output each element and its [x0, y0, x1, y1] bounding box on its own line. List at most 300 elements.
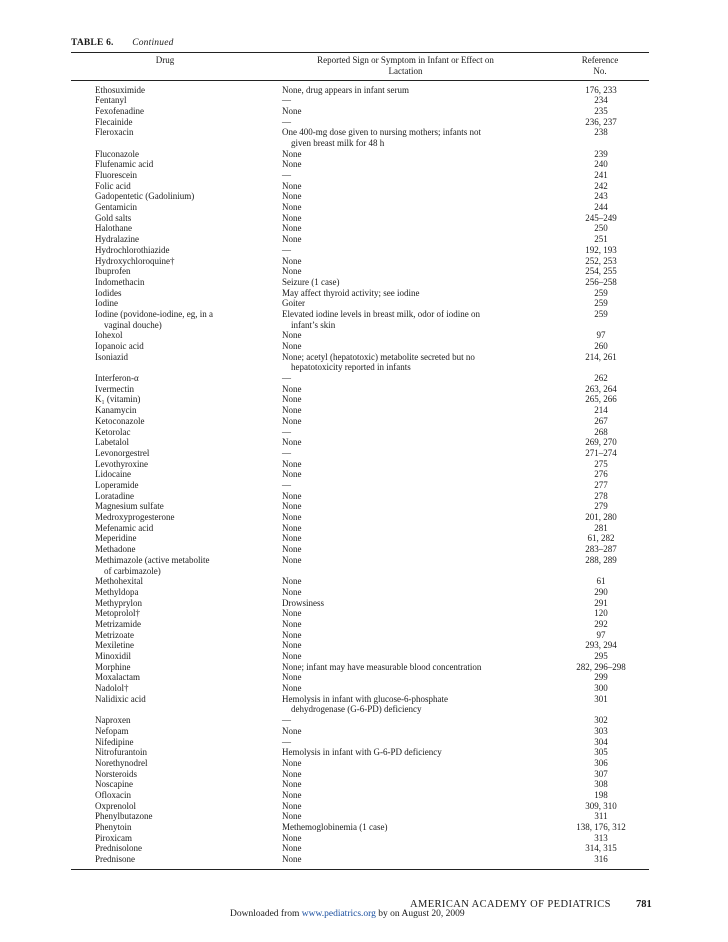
drug-name: Halothane [95, 223, 132, 234]
reference-cell: 283–287 [585, 544, 617, 555]
reference-cell: 305 [594, 747, 608, 758]
drug-name: Gold salts [95, 212, 132, 223]
sign-cell [282, 523, 532, 534]
drug-name: Flecainide [95, 116, 133, 127]
drug-cell [95, 501, 265, 512]
drug-name: Meperidine [95, 533, 137, 544]
table-continued: Continued [132, 38, 174, 48]
drug-cell [95, 95, 265, 106]
drug-cell [95, 149, 265, 160]
drug-cell [95, 448, 265, 459]
drug-cell [95, 662, 265, 673]
reference-cell: 254, 255 [585, 266, 617, 277]
reference-cell: 263, 264 [585, 383, 617, 394]
table-row [0, 330, 728, 341]
table-row [0, 266, 728, 277]
table-row [0, 213, 728, 224]
table-row [0, 662, 728, 673]
header-ref [562, 55, 638, 77]
sign-cell [282, 822, 532, 833]
table-row [0, 245, 728, 256]
sign-text: None [282, 768, 302, 779]
table-row [0, 672, 728, 683]
drug-cell [95, 587, 265, 598]
sign-text: None [282, 811, 302, 822]
drug-name: Prednisolone [95, 843, 142, 854]
sign-text: infant’s skin [291, 319, 336, 330]
reference-cell: 316 [594, 854, 608, 865]
table-row [0, 694, 728, 715]
reference-cell: 259 [594, 298, 608, 309]
sign-cell [282, 298, 532, 309]
sign-text: given breast milk for 48 h [291, 137, 385, 148]
drug-name: Norsteroids [95, 768, 137, 779]
download-link[interactable]: www.pediatrics.org [301, 909, 376, 919]
reference-cell: 138, 176, 312 [576, 822, 626, 833]
sign-text: None [282, 255, 302, 266]
sign-cell [282, 608, 532, 619]
drug-name: Nifedipine [95, 736, 134, 747]
drug-cell [95, 480, 265, 491]
sign-text: None [282, 330, 302, 341]
table-row [0, 576, 728, 587]
table-row [0, 683, 728, 694]
table-row [0, 737, 728, 748]
reference-cell: 300 [594, 683, 608, 694]
sign-text: None [282, 640, 302, 651]
drug-cell [95, 811, 265, 822]
sign-cell [282, 170, 532, 181]
drug-cell [95, 801, 265, 812]
table-row [0, 448, 728, 459]
drug-name: Morphine [95, 661, 131, 672]
reference-cell: 214, 261 [585, 351, 617, 362]
drug-name: Kanamycin [95, 405, 137, 416]
sign-text: Methemoglobinemia (1 case) [282, 822, 388, 833]
reference-cell: 303 [594, 725, 608, 736]
sign-cell [282, 149, 532, 160]
table-row [0, 555, 728, 576]
footer-organization: AMERICAN ACADEMY OF PEDIATRICS [410, 899, 611, 910]
sign-text: Hemolysis in infant with G-6-PD deficiency [282, 747, 442, 758]
drug-cell [95, 245, 265, 256]
table-row [0, 769, 728, 780]
reference-cell: 242 [594, 180, 608, 191]
reference-cell: 245–249 [585, 212, 617, 223]
drug-name: Metrizoate [95, 629, 134, 640]
reference-cell: 268 [594, 426, 608, 437]
drug-name: Nalidixic acid [95, 693, 146, 704]
reference-cell: 61 [596, 576, 606, 587]
table-row [0, 533, 728, 544]
sign-text: None [282, 789, 302, 800]
drug-cell [95, 747, 265, 758]
sign-cell [282, 223, 532, 234]
reference-cell: 239 [594, 148, 608, 159]
download-notice [230, 909, 465, 919]
drug-cell [95, 106, 265, 117]
reference-cell: 293, 294 [585, 640, 617, 651]
drug-name: Ivermectin [95, 383, 134, 394]
drug-cell [95, 309, 265, 330]
table-row [0, 715, 728, 726]
sign-cell [282, 533, 532, 544]
reference-cell: 244 [594, 202, 608, 213]
drug-cell [95, 170, 265, 181]
sign-text: — [282, 426, 291, 437]
reference-cell: 288, 289 [585, 554, 617, 565]
sign-cell [282, 373, 532, 384]
reference-cell: 176, 233 [585, 84, 617, 95]
reference-cell: 251 [594, 234, 608, 245]
drug-cell [95, 619, 265, 630]
sign-text: None [282, 832, 302, 843]
header-drug-line: Drug [155, 55, 175, 65]
sign-cell [282, 448, 532, 459]
page-number: 781 [636, 899, 652, 910]
sign-cell [282, 245, 532, 256]
reference-cell: 291 [594, 597, 608, 608]
drug-name: Oxprenolol [95, 800, 136, 811]
sign-cell [282, 662, 532, 673]
table-row [0, 619, 728, 630]
drug-name: Labetalol [95, 437, 129, 448]
table-row [0, 341, 728, 352]
sign-cell [282, 501, 532, 512]
drug-name: Nefopam [95, 725, 129, 736]
sign-cell [282, 491, 532, 502]
sign-text: None [282, 180, 302, 191]
sign-text: — [282, 95, 291, 106]
table-row [0, 726, 728, 737]
reference-cell: 260 [594, 341, 608, 352]
drug-name: Minoxidil [95, 651, 132, 661]
drug-name: Iodine [95, 298, 118, 309]
sign-cell [282, 202, 532, 213]
sign-cell [282, 191, 532, 202]
drug-name: Indomethacin [95, 276, 145, 287]
drug-name: Iodides [95, 287, 122, 298]
drug-name: Phenylbutazone [95, 811, 153, 822]
drug-name: Medroxyprogesterone [95, 512, 175, 523]
sign-cell [282, 598, 532, 609]
sign-text: None [282, 234, 302, 245]
reference-cell: 120 [594, 608, 608, 619]
sign-text: — [282, 736, 291, 747]
drug-cell [95, 191, 265, 202]
table-row [0, 801, 728, 812]
reference-cell: 243 [594, 191, 608, 202]
sign-text: Seizure (1 case) [282, 276, 340, 287]
sign-text: None [282, 544, 302, 555]
reference-cell: 279 [594, 501, 608, 512]
sign-cell [282, 769, 532, 780]
sign-text: None [282, 779, 302, 790]
drug-name: Phenytoin [95, 822, 132, 833]
table-row [0, 416, 728, 427]
sign-text: None [282, 202, 302, 213]
sign-text: — [282, 479, 291, 490]
sign-cell [282, 737, 532, 748]
drug-cell [95, 598, 265, 609]
reference-cell: 281 [594, 522, 608, 533]
table-row [0, 405, 728, 416]
sign-text: None [282, 105, 302, 116]
sign-text: None [282, 415, 302, 426]
sign-cell [282, 234, 532, 245]
drug-name: Hydrochlorothiazide [95, 244, 170, 255]
sign-cell [282, 587, 532, 598]
sign-cell [282, 683, 532, 694]
drug-cell [95, 277, 265, 288]
header-sign-line: Lactation [388, 66, 423, 76]
sign-cell [282, 288, 532, 299]
drug-name: Nadolol† [95, 683, 129, 694]
sign-cell [282, 352, 532, 373]
table-row [0, 758, 728, 769]
drug-cell [95, 672, 265, 683]
drug-cell [95, 555, 265, 576]
drug-name: Loperamide [95, 479, 139, 490]
sign-text: Goiter [282, 298, 305, 309]
drug-name: Iopanoic acid [95, 341, 144, 352]
sign-cell [282, 619, 532, 630]
sign-cell [282, 694, 532, 715]
reference-cell: 308 [594, 779, 608, 790]
drug-name: Noscapine [95, 779, 133, 790]
drug-cell [95, 640, 265, 651]
header-ref-line: No. [593, 66, 607, 76]
table-row [0, 309, 728, 330]
reference-cell: 240 [594, 159, 608, 170]
drug-name: vaginal douche) [104, 319, 162, 330]
sign-text: None [282, 148, 302, 159]
sign-text: None [282, 501, 302, 512]
table-row [0, 544, 728, 555]
drug-name: K₁ (vitamin) [95, 394, 141, 405]
table-row [0, 85, 728, 96]
table-row [0, 149, 728, 160]
reference-cell: 299 [594, 672, 608, 683]
drug-cell [95, 512, 265, 523]
header-drug [80, 55, 250, 66]
sign-text: None [282, 522, 302, 533]
drug-cell [95, 127, 265, 138]
sign-text: None [282, 854, 302, 865]
drug-name: Hydralazine [95, 234, 139, 245]
reference-cell: 97 [596, 629, 606, 640]
sign-text: hepatotoxicity reported in infants [291, 362, 411, 373]
table-row [0, 277, 728, 288]
sign-cell [282, 512, 532, 523]
sign-cell [282, 790, 532, 801]
sign-text: None [282, 843, 302, 854]
sign-text: None [282, 725, 302, 736]
reference-cell: 313 [594, 832, 608, 843]
reference-cell: 307 [594, 768, 608, 779]
table-row [0, 288, 728, 299]
drug-cell [95, 576, 265, 587]
sign-text: — [282, 447, 291, 458]
sign-cell [282, 309, 532, 330]
sign-text: dehydrogenase (G-6-PD) deficiency [291, 704, 422, 715]
drug-name: Methohexital [95, 576, 143, 587]
download-prefix: Downloaded from [230, 909, 300, 919]
reference-cell: 238 [594, 127, 608, 138]
reference-cell: 271–274 [585, 447, 617, 458]
drug-cell [95, 117, 265, 128]
sign-text: None [282, 437, 302, 448]
sign-text: None [282, 223, 302, 234]
table-row [0, 608, 728, 619]
sign-text: One 400-mg dose given to nursing mothers; infants not [282, 127, 481, 138]
drug-cell [95, 854, 265, 865]
table-row [0, 394, 728, 405]
drug-name: Levonorgestrel [95, 447, 150, 458]
sign-cell [282, 672, 532, 683]
drug-name: Ofloxacin [95, 789, 131, 800]
drug-cell [95, 683, 265, 694]
drug-name: Iohexol [95, 330, 123, 341]
drug-cell [95, 833, 265, 844]
sign-cell [282, 394, 532, 405]
sign-cell [282, 811, 532, 822]
table-row [0, 501, 728, 512]
drug-cell [95, 181, 265, 192]
table-row [0, 790, 728, 801]
reference-cell: 259 [594, 287, 608, 298]
sign-cell [282, 95, 532, 106]
drug-cell [95, 330, 265, 341]
table-row [0, 256, 728, 267]
sign-cell [282, 330, 532, 341]
table-bottom-rule [71, 869, 649, 870]
drug-name: Ketoconazole [95, 415, 145, 426]
table-row [0, 159, 728, 170]
reference-cell: 252, 253 [585, 255, 617, 266]
sign-cell [282, 85, 532, 96]
drug-name: Naproxen [95, 715, 131, 726]
table-row [0, 95, 728, 106]
drug-name: Mefenamic acid [95, 522, 154, 533]
table-row [0, 191, 728, 202]
drug-name: Flufenamic acid [95, 159, 154, 170]
sign-cell [282, 416, 532, 427]
drug-cell [95, 608, 265, 619]
reference-cell: 192, 193 [585, 244, 617, 255]
drug-cell [95, 715, 265, 726]
sign-cell [282, 437, 532, 448]
drug-cell [95, 726, 265, 737]
drug-name: Fluconazole [95, 148, 139, 159]
sign-text: Drowsiness [282, 597, 324, 608]
drug-cell [95, 779, 265, 790]
drug-name: Methimazole (active metabolite [95, 554, 210, 565]
sign-text: — [282, 116, 291, 127]
drug-name: Gadopentetic (Gadolinium) [95, 191, 195, 202]
drug-cell [95, 341, 265, 352]
reference-cell: 306 [594, 757, 608, 768]
drug-cell [95, 651, 265, 662]
drug-name: of carbimazole) [104, 565, 161, 576]
drug-name: Isoniazid [95, 351, 128, 362]
table-header-rule [71, 80, 649, 81]
reference-cell: 276 [594, 469, 608, 480]
table-row [0, 779, 728, 790]
sign-cell [282, 747, 532, 758]
reference-cell: 201, 280 [585, 512, 617, 523]
drug-cell [95, 234, 265, 245]
reference-cell: 198 [594, 789, 608, 800]
sign-text: None; infant may have measurable blood concentration [282, 661, 482, 672]
drug-cell [95, 630, 265, 641]
sign-cell [282, 576, 532, 587]
drug-name: Interferon-α [95, 373, 139, 384]
table-row [0, 833, 728, 844]
drug-name: Gentamicin [95, 202, 137, 213]
reference-cell: 235 [594, 105, 608, 116]
table-row [0, 587, 728, 598]
reference-cell: 282, 296–298 [576, 661, 626, 672]
sign-text: Elevated iodine levels in breast milk, odor of iodine on [282, 308, 480, 319]
reference-cell: 295 [594, 651, 608, 661]
drug-cell [95, 544, 265, 555]
drug-name: Fentanyl [95, 95, 127, 106]
table-row [0, 459, 728, 470]
table-row [0, 223, 728, 234]
sign-text: None [282, 683, 302, 694]
sign-text: — [282, 244, 291, 255]
drug-cell [95, 384, 265, 395]
reference-cell: 97 [596, 330, 606, 341]
sign-text: None [282, 757, 302, 768]
table-row [0, 373, 728, 384]
drug-cell [95, 266, 265, 277]
sign-cell [282, 459, 532, 470]
sign-text: None [282, 191, 302, 202]
drug-name: Metoprolol† [95, 608, 140, 619]
table-row [0, 127, 728, 148]
sign-text: None [282, 490, 302, 501]
table-row [0, 523, 728, 534]
drug-cell [95, 373, 265, 384]
table-row [0, 491, 728, 502]
table-row [0, 843, 728, 854]
drug-name: Loratadine [95, 490, 134, 501]
reference-cell: 311 [594, 811, 608, 822]
sign-cell [282, 266, 532, 277]
sign-cell [282, 640, 532, 651]
drug-cell [95, 256, 265, 267]
table-row [0, 651, 728, 662]
drug-name: Metrizamide [95, 618, 141, 629]
table-row [0, 469, 728, 480]
reference-cell: 309, 310 [585, 800, 617, 811]
table-body [0, 85, 728, 865]
drug-cell [95, 843, 265, 854]
drug-cell [95, 85, 265, 96]
sign-cell [282, 384, 532, 395]
sign-cell [282, 726, 532, 737]
drug-name: Ketorolac [95, 426, 131, 437]
drug-cell [95, 427, 265, 438]
sign-text: None [282, 159, 302, 170]
reference-cell: 259 [594, 308, 608, 319]
reference-cell: 314, 315 [585, 843, 617, 854]
drug-cell [95, 758, 265, 769]
drug-cell [95, 523, 265, 534]
reference-cell: 262 [594, 373, 608, 384]
